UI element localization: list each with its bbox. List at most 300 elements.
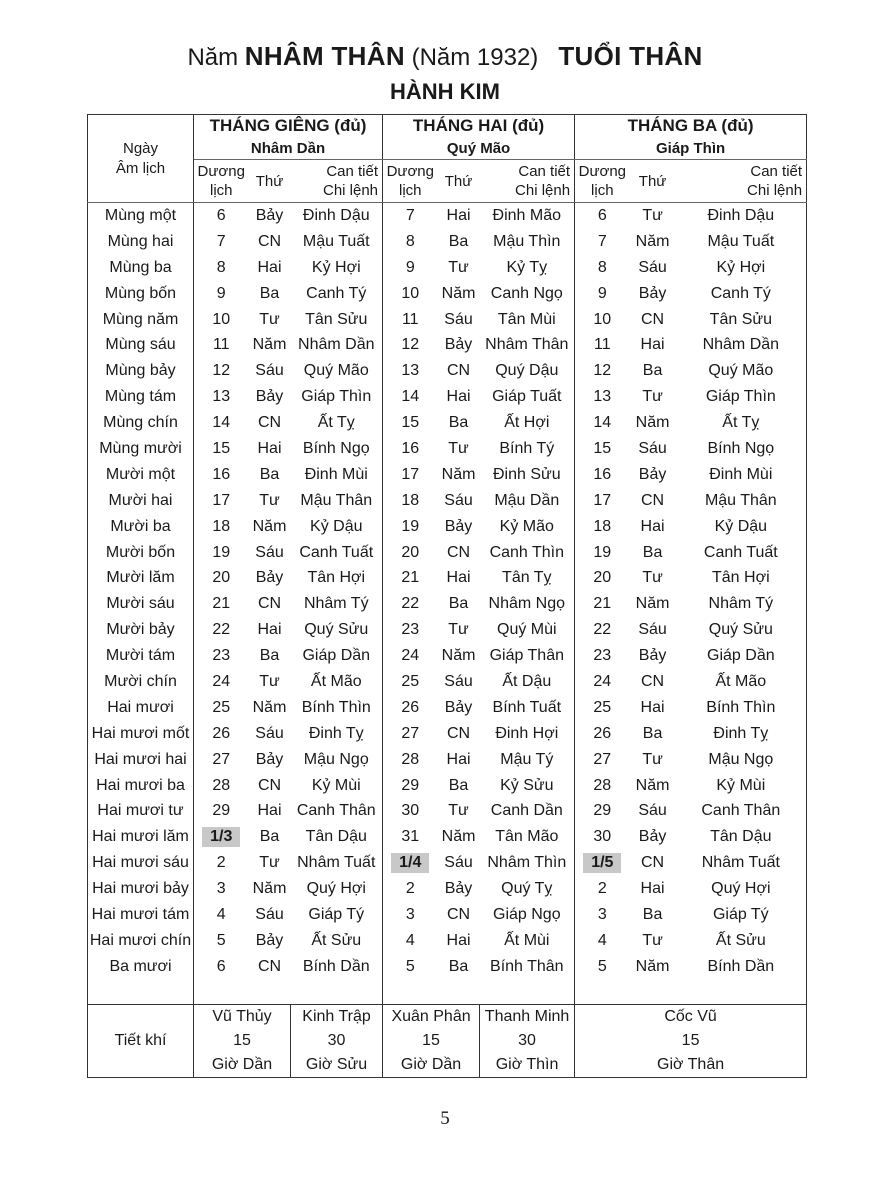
duong-lich-cell: 8 xyxy=(405,232,415,250)
can-chi-cell: Kỷ Dậu xyxy=(291,514,383,540)
col-header-thu: Thứ xyxy=(630,160,676,203)
can-chi-cell: Bính Dần xyxy=(291,954,383,980)
weekday-cell: Tư xyxy=(259,672,280,690)
title-prefix: Năm xyxy=(187,44,239,71)
lunar-day-label: Hai mươi tám xyxy=(88,902,194,928)
can-chi-cell: Tân Dậu xyxy=(676,824,807,850)
col-header-duong-lich: Dương lịch xyxy=(194,160,249,203)
col-header-duong-lich: Dương lịch xyxy=(383,160,438,203)
weekday-cell: Năm xyxy=(635,957,670,975)
weekday-cell: Hai xyxy=(640,336,665,354)
weekday-cell: CN xyxy=(641,672,665,690)
tiet-khi-label: Tiết khí xyxy=(88,1004,194,1077)
weekday-cell: Tư xyxy=(259,491,280,509)
can-chi-cell: Mậu Ngọ xyxy=(676,747,807,773)
can-chi-cell: Canh Tuất xyxy=(676,540,807,566)
weekday-cell: Bảy xyxy=(444,880,473,898)
table-row xyxy=(88,358,807,384)
weekday-cell: Năm xyxy=(441,284,476,302)
can-chi-cell: Bính Thân xyxy=(480,954,575,980)
weekday-cell: Sáu xyxy=(638,258,667,276)
lunar-day-label: Mùng sáu xyxy=(88,332,194,358)
month-start-highlight: 1/4 xyxy=(391,853,429,873)
table-row xyxy=(88,462,807,488)
can-chi-cell: Đinh Sửu xyxy=(480,462,575,488)
lunar-day-label: Mười chín xyxy=(88,669,194,695)
weekday-cell: Bảy xyxy=(255,388,284,406)
weekday-cell: Tư xyxy=(642,569,663,587)
can-chi-cell: Nhâm Thìn xyxy=(480,850,575,876)
table-row xyxy=(88,824,807,850)
duong-lich-cell: 10 xyxy=(593,310,612,328)
can-chi-cell: Canh Thân xyxy=(291,798,383,824)
duong-lich-cell: 2 xyxy=(216,854,226,872)
can-chi-cell: Mậu Thìn xyxy=(480,229,575,255)
table-row xyxy=(88,229,807,255)
page-number: 5 xyxy=(440,1108,450,1129)
lunar-day-label: Hai mươi hai xyxy=(88,747,194,773)
month-start-highlight: 1/3 xyxy=(202,827,240,847)
can-chi-cell: Nhâm Dần xyxy=(676,332,807,358)
tiet-khi-name: Thanh Minh xyxy=(484,1007,570,1025)
can-chi-cell: Mậu Thân xyxy=(291,488,383,514)
tiet-khi-cell xyxy=(291,1004,383,1077)
table-row xyxy=(88,695,807,721)
lunar-day-label: Mùng tám xyxy=(88,384,194,410)
duong-lich-cell: 3 xyxy=(216,880,226,898)
lunar-day-label: Mười hai xyxy=(88,488,194,514)
lunar-day-label: Mùng năm xyxy=(88,307,194,333)
can-chi-cell: Kỷ Tỵ xyxy=(480,255,575,281)
page-title xyxy=(0,40,890,74)
weekday-cell: Ba xyxy=(259,465,280,483)
duong-lich-cell: 16 xyxy=(212,465,231,483)
duong-lich-cell: 23 xyxy=(212,647,231,665)
table-row xyxy=(88,747,807,773)
weekday-cell: Tư xyxy=(259,854,280,872)
duong-lich-cell: 29 xyxy=(401,776,420,794)
duong-lich-cell: 28 xyxy=(212,776,231,794)
year-name: NHÂM THÂN xyxy=(244,41,405,71)
lunar-day-label: Ba mươi xyxy=(88,954,194,980)
can-chi-cell: Nhâm Tuất xyxy=(291,850,383,876)
weekday-cell: CN xyxy=(257,414,282,432)
tiet-khi-name: Cốc Vũ xyxy=(664,1007,717,1025)
duong-lich-cell: 16 xyxy=(401,439,420,457)
col-header-can-chi: Can tiết Chi lệnh xyxy=(480,160,575,203)
duong-lich-cell: 10 xyxy=(401,284,420,302)
can-chi-cell: Mậu Tuất xyxy=(291,229,383,255)
can-chi-cell: Giáp Dần xyxy=(291,643,383,669)
table-row xyxy=(88,876,807,902)
lunar-day-label: Hai mươi xyxy=(88,695,194,721)
month-3-name: THÁNG BA (đủ) xyxy=(575,115,807,138)
can-chi-cell: Giáp Thân xyxy=(480,643,575,669)
spacer-cell xyxy=(88,980,194,1005)
table-row xyxy=(88,281,807,307)
weekday-cell: Năm xyxy=(441,828,476,846)
spacer-cell xyxy=(575,980,807,1005)
weekday-cell: Ba xyxy=(448,232,469,250)
can-chi-cell: Đinh Tỵ xyxy=(676,721,807,747)
duong-lich-cell: 18 xyxy=(593,517,612,535)
can-chi-cell: Đinh Dậu xyxy=(291,203,383,229)
col-header-thu: Thứ xyxy=(249,160,291,203)
duong-lich-cell: 29 xyxy=(593,802,612,820)
tiet-khi-day: 30 xyxy=(327,1031,346,1049)
lunar-day-label: Mười tám xyxy=(88,643,194,669)
duong-lich-cell: 25 xyxy=(401,672,420,690)
can-chi-cell: Giáp Tuất xyxy=(480,384,575,410)
duong-lich-cell: 2 xyxy=(597,880,607,898)
weekday-cell: Năm xyxy=(252,517,287,535)
table-row xyxy=(88,954,807,980)
weekday-cell: Năm xyxy=(441,465,476,483)
can-chi-cell: Tân Sửu xyxy=(291,307,383,333)
can-chi-cell: Quý Sửu xyxy=(676,617,807,643)
duong-lich-cell: 26 xyxy=(401,698,420,716)
weekday-cell: Tư xyxy=(642,931,663,949)
table-row xyxy=(88,565,807,591)
can-chi-cell: Quý Hợi xyxy=(676,876,807,902)
can-chi-cell: Kỷ Mão xyxy=(480,514,575,540)
can-chi-cell: Tân Mùi xyxy=(480,307,575,333)
weekday-cell: Năm xyxy=(635,232,670,250)
lunar-day-label: Mùng mười xyxy=(88,436,194,462)
can-chi-cell: Canh Tý xyxy=(291,281,383,307)
can-chi-cell: Tân Hợi xyxy=(676,565,807,591)
table-row xyxy=(88,255,807,281)
duong-lich-cell: 25 xyxy=(212,698,231,716)
duong-lich-cell: 21 xyxy=(212,595,231,613)
lunar-day-label: Mười lăm xyxy=(88,565,194,591)
month-1-sub: Nhâm Dần xyxy=(194,137,383,160)
weekday-cell: Năm xyxy=(252,336,287,354)
can-chi-cell: Giáp Thìn xyxy=(291,384,383,410)
duong-lich-cell: 5 xyxy=(216,931,226,949)
can-chi-cell: Tân Dậu xyxy=(291,824,383,850)
weekday-cell: CN xyxy=(446,362,471,380)
weekday-cell: Năm xyxy=(635,776,670,794)
duong-lich-cell: 22 xyxy=(212,621,231,639)
weekday-cell: Bảy xyxy=(255,931,284,949)
table-row xyxy=(88,203,807,229)
weekday-cell: Hai xyxy=(446,750,471,768)
table-row xyxy=(88,410,807,436)
lunar-day-label: Mùng bảy xyxy=(88,358,194,384)
duong-lich-cell: 10 xyxy=(212,310,231,328)
can-chi-cell: Ất Tỵ xyxy=(291,410,383,436)
table-row xyxy=(88,669,807,695)
can-chi-cell: Bính Thìn xyxy=(676,695,807,721)
can-chi-cell: Kỷ Dậu xyxy=(676,514,807,540)
can-chi-cell: Bính Thìn xyxy=(291,695,383,721)
weekday-cell: Tư xyxy=(448,802,469,820)
can-chi-cell: Kỷ Mùi xyxy=(291,773,383,799)
tiet-khi-cell xyxy=(383,1004,480,1077)
weekday-cell: Ba xyxy=(448,776,469,794)
can-chi-cell: Mậu Tuất xyxy=(676,229,807,255)
duong-lich-cell: 19 xyxy=(593,543,612,561)
month-2-name: THÁNG HAI (đủ) xyxy=(383,115,575,138)
duong-lich-cell: 18 xyxy=(401,491,420,509)
tiet-khi-row xyxy=(88,1004,807,1077)
weekday-cell: Sáu xyxy=(255,724,284,742)
col-header-can-chi: Can tiết Chi lệnh xyxy=(291,160,383,203)
can-chi-cell: Giáp Dần xyxy=(676,643,807,669)
can-chi-cell: Đinh Tỵ xyxy=(291,721,383,747)
tiet-khi-day: 15 xyxy=(681,1031,700,1049)
duong-lich-cell: 14 xyxy=(401,388,420,406)
duong-lich-cell: 12 xyxy=(401,336,420,354)
weekday-cell: Ba xyxy=(259,828,280,846)
tiet-khi-hour: Giờ Sửu xyxy=(305,1055,368,1073)
lunar-day-label: Mùng một xyxy=(88,203,194,229)
weekday-cell: Sáu xyxy=(255,362,284,380)
tiet-khi-hour: Giờ Thìn xyxy=(495,1055,559,1073)
table-row xyxy=(88,332,807,358)
can-chi-cell: Ất Mão xyxy=(291,669,383,695)
duong-lich-cell: 4 xyxy=(405,931,415,949)
weekday-cell: Ba xyxy=(259,647,280,665)
duong-lich-cell: 20 xyxy=(401,543,420,561)
duong-lich-cell: 24 xyxy=(593,672,612,690)
lunar-day-label: Mười sáu xyxy=(88,591,194,617)
weekday-cell: Sáu xyxy=(444,491,473,509)
duong-lich-cell: 7 xyxy=(405,206,415,224)
duong-lich-cell: 11 xyxy=(594,336,611,354)
duong-lich-cell: 21 xyxy=(401,569,420,587)
duong-lich-cell: 21 xyxy=(593,595,612,613)
duong-lich-cell: 27 xyxy=(593,750,612,768)
can-chi-cell: Đinh Mão xyxy=(480,203,575,229)
lunar-day-label: Mùng hai xyxy=(88,229,194,255)
weekday-cell: Hai xyxy=(446,931,471,949)
can-chi-cell: Nhâm Dần xyxy=(291,332,383,358)
duong-lich-cell: 8 xyxy=(597,258,607,276)
weekday-cell: Sáu xyxy=(444,672,473,690)
can-chi-cell: Canh Tý xyxy=(676,281,807,307)
weekday-cell: Hai xyxy=(640,698,665,716)
weekday-cell: CN xyxy=(446,905,471,923)
can-chi-cell: Đinh Dậu xyxy=(676,203,807,229)
duong-lich-cell: 11 xyxy=(212,336,230,354)
table-row xyxy=(88,798,807,824)
can-chi-cell: Quý Hợi xyxy=(291,876,383,902)
duong-lich-cell: 27 xyxy=(212,750,231,768)
tiet-khi-hour: Giờ Thân xyxy=(657,1055,725,1073)
lunar-day-label: Hai mươi lăm xyxy=(88,824,194,850)
lunar-day-label: Hai mươi bảy xyxy=(88,876,194,902)
weekday-cell: Hai xyxy=(257,439,282,457)
duong-lich-cell xyxy=(575,850,630,876)
can-chi-cell: Bính Ngọ xyxy=(676,436,807,462)
can-chi-cell: Đinh Mùi xyxy=(676,462,807,488)
weekday-cell: Hai xyxy=(640,880,665,898)
weekday-cell: Tư xyxy=(448,621,469,639)
can-chi-cell: Ất Sửu xyxy=(291,928,383,954)
can-chi-cell: Quý Sửu xyxy=(291,617,383,643)
can-chi-cell: Giáp Thìn xyxy=(676,384,807,410)
month-3-sub: Giáp Thìn xyxy=(575,137,807,160)
table-row xyxy=(88,850,807,876)
lunar-day-label: Hai mươi tư xyxy=(88,798,194,824)
duong-lich-cell: 7 xyxy=(597,232,607,250)
duong-lich-cell: 4 xyxy=(597,931,607,949)
weekday-cell: Tư xyxy=(448,258,469,276)
can-chi-cell: Quý Tỵ xyxy=(480,876,575,902)
weekday-cell: CN xyxy=(257,595,282,613)
duong-lich-cell: 25 xyxy=(593,698,612,716)
can-chi-cell: Ất Hợi xyxy=(480,410,575,436)
weekday-cell: Ba xyxy=(642,905,663,923)
weekday-cell: CN xyxy=(641,310,665,328)
tiet-khi-cell xyxy=(194,1004,291,1077)
can-chi-cell: Canh Thìn xyxy=(480,540,575,566)
weekday-cell: CN xyxy=(641,854,665,872)
weekday-cell: Sáu xyxy=(444,854,473,872)
weekday-cell: Bảy xyxy=(255,750,284,768)
duong-lich-cell: 3 xyxy=(405,905,415,923)
can-chi-cell: Nhâm Tý xyxy=(291,591,383,617)
can-chi-cell: Quý Dậu xyxy=(480,358,575,384)
tuoi-label: TUỔI THÂN xyxy=(558,41,703,71)
weekday-cell: Bảy xyxy=(638,284,667,302)
weekday-cell: CN xyxy=(446,724,471,742)
can-chi-cell: Canh Dần xyxy=(480,798,575,824)
duong-lich-cell: 5 xyxy=(405,957,415,975)
lunar-day-label: Mùng chín xyxy=(88,410,194,436)
weekday-cell: CN xyxy=(257,776,282,794)
can-chi-cell: Ất Sửu xyxy=(676,928,807,954)
weekday-cell: Hai xyxy=(640,517,665,535)
duong-lich-cell: 4 xyxy=(216,905,226,923)
spacer-cell xyxy=(383,980,575,1005)
can-chi-cell: Nhâm Tý xyxy=(676,591,807,617)
can-chi-cell: Giáp Tý xyxy=(676,902,807,928)
duong-lich-cell: 3 xyxy=(597,905,607,923)
table-row xyxy=(88,902,807,928)
duong-lich-cell: 23 xyxy=(593,647,612,665)
table-row xyxy=(88,384,807,410)
weekday-cell: Năm xyxy=(635,595,670,613)
weekday-cell: Năm xyxy=(441,647,476,665)
col-header-can-chi: Can tiết Chi lệnh xyxy=(676,160,807,203)
duong-lich-cell: 6 xyxy=(597,206,607,224)
duong-lich-cell: 13 xyxy=(593,388,612,406)
weekday-cell: Sáu xyxy=(638,802,667,820)
duong-lich-cell: 22 xyxy=(593,621,612,639)
weekday-cell: CN xyxy=(641,491,665,509)
weekday-cell: Tư xyxy=(448,439,469,457)
duong-lich-cell: 11 xyxy=(401,310,419,328)
table-row xyxy=(88,643,807,669)
can-chi-cell: Nhâm Tuất xyxy=(676,850,807,876)
weekday-cell: Sáu xyxy=(444,310,473,328)
duong-lich-cell: 17 xyxy=(593,491,612,509)
duong-lich-cell: 9 xyxy=(597,284,607,302)
table-row xyxy=(88,928,807,954)
duong-lich-cell xyxy=(194,824,249,850)
table-row xyxy=(88,617,807,643)
weekday-cell: Ba xyxy=(642,724,663,742)
weekday-cell: Ba xyxy=(448,957,469,975)
lunar-day-label: Mùng bốn xyxy=(88,281,194,307)
duong-lich-cell: 26 xyxy=(593,724,612,742)
weekday-cell: Hai xyxy=(257,802,282,820)
can-chi-cell: Mậu Thân xyxy=(676,488,807,514)
lunar-calendar-table xyxy=(87,114,807,1078)
lunar-day-label: Hai mươi ba xyxy=(88,773,194,799)
duong-lich-cell: 23 xyxy=(401,621,420,639)
duong-lich-cell: 9 xyxy=(216,284,226,302)
can-chi-cell: Bính Dần xyxy=(676,954,807,980)
duong-lich-cell: 20 xyxy=(593,569,612,587)
lunar-day-label: Mười ba xyxy=(88,514,194,540)
duong-lich-cell: 12 xyxy=(212,362,231,380)
can-chi-cell: Kỷ Hợi xyxy=(676,255,807,281)
lunar-day-label: Hai mươi chín xyxy=(88,928,194,954)
duong-lich-cell: 20 xyxy=(212,569,231,587)
tiet-khi-day: 15 xyxy=(233,1031,251,1049)
weekday-cell: Hai xyxy=(446,388,471,406)
can-chi-cell: Kỷ Mùi xyxy=(676,773,807,799)
duong-lich-cell: 15 xyxy=(593,439,612,457)
duong-lich-cell: 19 xyxy=(401,517,420,535)
duong-lich-cell: 13 xyxy=(401,362,420,380)
can-chi-cell: Mậu Tý xyxy=(480,747,575,773)
weekday-cell: Năm xyxy=(635,414,670,432)
lunar-day-label: Mười bảy xyxy=(88,617,194,643)
can-chi-cell: Nhâm Thân xyxy=(480,332,575,358)
can-chi-cell: Quý Mão xyxy=(291,358,383,384)
weekday-cell: Tư xyxy=(642,206,663,224)
month-1-name: THÁNG GIÊNG (đủ) xyxy=(194,115,383,138)
tiet-khi-name: Kinh Trập xyxy=(302,1007,371,1025)
table-row xyxy=(88,514,807,540)
can-chi-cell: Ất Mùi xyxy=(480,928,575,954)
can-chi-cell: Tân Sửu xyxy=(676,307,807,333)
weekday-cell: CN xyxy=(257,957,282,975)
can-chi-cell: Bính Tý xyxy=(480,436,575,462)
weekday-cell: Sáu xyxy=(255,543,284,561)
can-chi-cell: Mậu Dần xyxy=(480,488,575,514)
weekday-cell: Năm xyxy=(252,880,287,898)
weekday-cell: Hai xyxy=(257,258,282,276)
table-row xyxy=(88,721,807,747)
can-chi-cell: Kỷ Hợi xyxy=(291,255,383,281)
duong-lich-cell: 15 xyxy=(212,439,231,457)
duong-lich-cell: 17 xyxy=(212,491,231,509)
tiet-khi-cell xyxy=(575,1004,807,1077)
can-chi-cell: Bính Ngọ xyxy=(291,436,383,462)
can-chi-cell: Giáp Tý xyxy=(291,902,383,928)
tiet-khi-name: Xuân Phân xyxy=(391,1007,471,1025)
lunar-day-label: Hai mươi sáu xyxy=(88,850,194,876)
table-row xyxy=(88,540,807,566)
weekday-cell: Bảy xyxy=(255,206,284,224)
tiet-khi-day: 30 xyxy=(518,1031,536,1049)
month-start-highlight: 1/5 xyxy=(583,853,621,873)
weekday-cell: Sáu xyxy=(638,439,667,457)
duong-lich-cell xyxy=(383,850,438,876)
weekday-cell: Bảy xyxy=(444,517,473,535)
lunar-day-label: Mùng ba xyxy=(88,255,194,281)
duong-lich-cell: 19 xyxy=(212,543,231,561)
weekday-cell: Hai xyxy=(446,569,471,587)
weekday-cell: Tư xyxy=(642,388,663,406)
duong-lich-cell: 27 xyxy=(401,724,420,742)
